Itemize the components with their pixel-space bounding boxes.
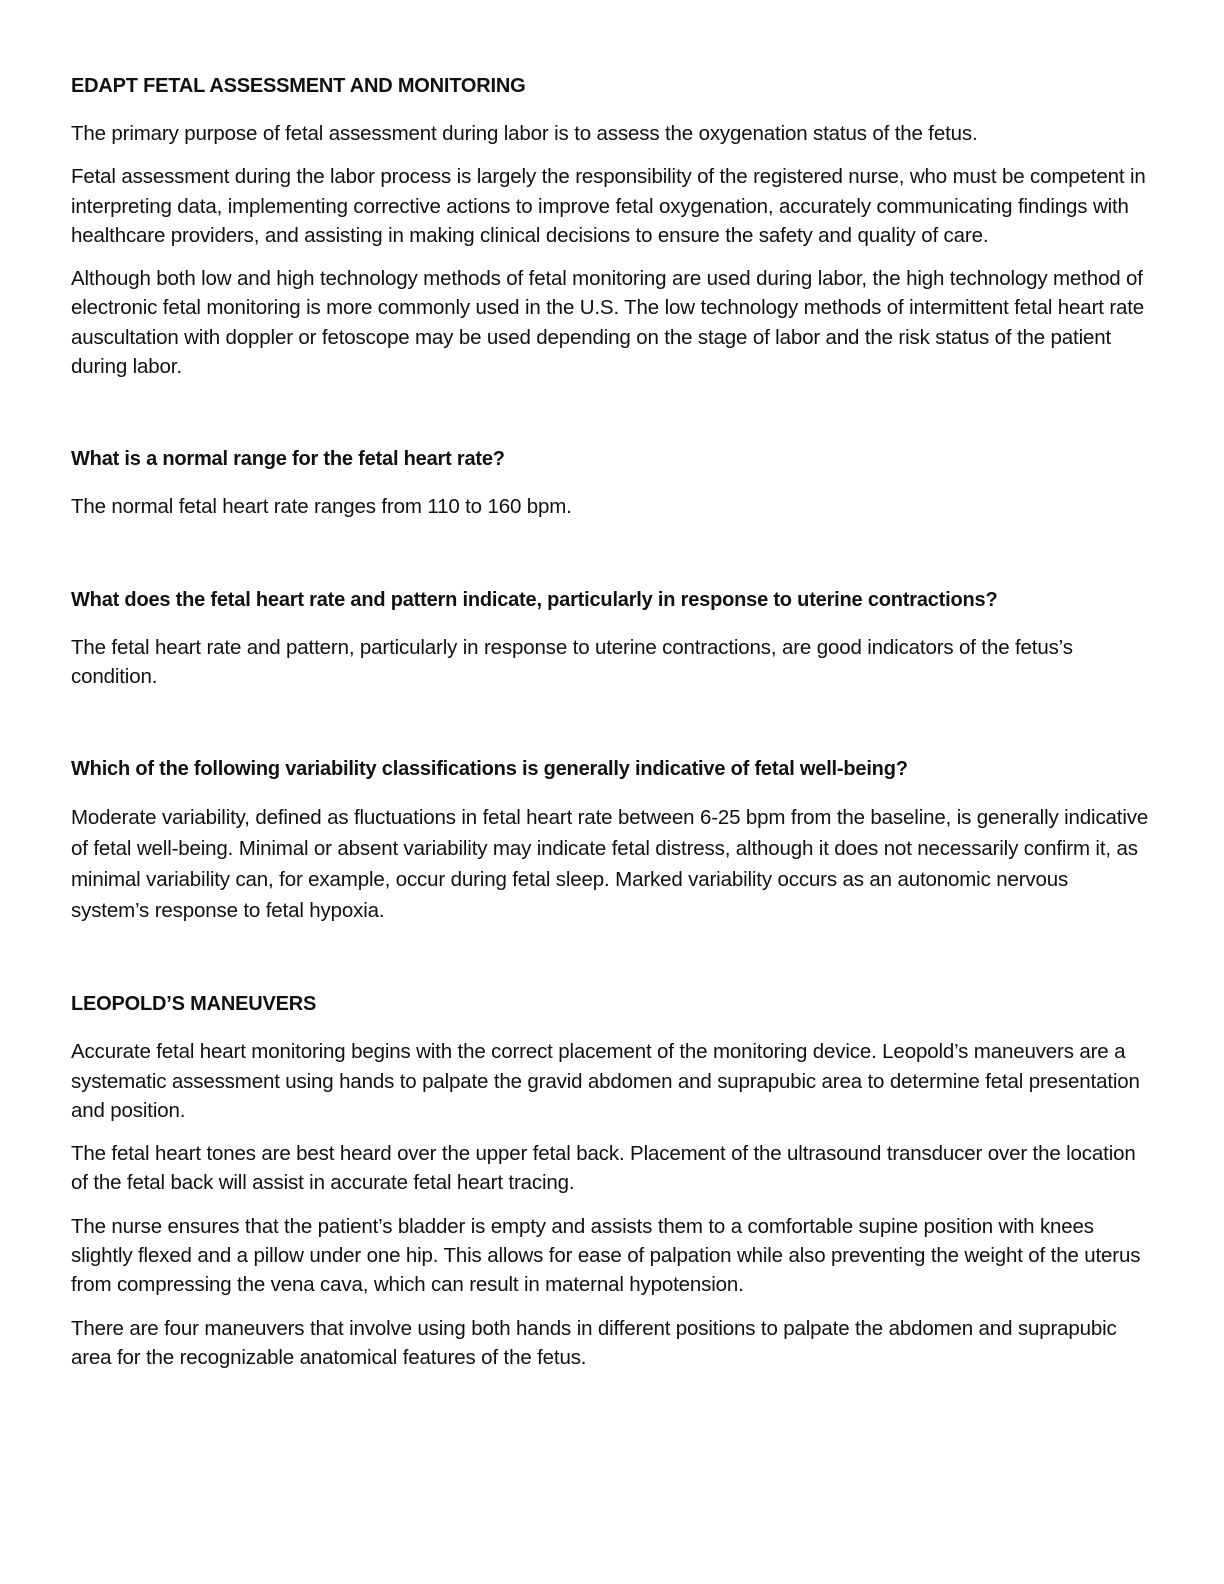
section-heading: LEOPOLD’S MANEUVERS <box>71 993 317 1016</box>
question-heading: What does the fetal heart rate and pattern indicate, particularly in response to uterine contractions? <box>71 588 998 611</box>
spacer <box>71 395 1151 445</box>
spacer <box>71 536 1151 586</box>
paragraph: Accurate fetal heart monitoring begins with the correct placement of the monitoring device. Leopold’s maneuvers are a systematic assessment using hands to palpate the gravid abdomen and suprapubic area to determine fetal presentation and position. <box>71 1040 1140 1122</box>
paragraph: Fetal assessment during the labor process is largely the responsibility of the registered nurse, who must be competent in interpreting data, implementing corrective actions to improve fetal oxygenation, accurately communicating findings with healthcare providers, and assisting in making clinical decisions to ensure the safety and quality of care. <box>71 165 1146 247</box>
paragraph: Moderate variability, defined as fluctuations in fetal heart rate between 6-25 bpm from the baseline, is generally indicative of fetal well-being. Minimal or absent variability may indicate fetal distress, although it does not necessarily confirm it, as minimal variability can, for example, occur during fetal sleep. Marked variability occurs as an autonomic nervous system’s response to fetal hypoxia. <box>71 806 1149 923</box>
paragraph: The normal fetal heart rate ranges from 110 to 160 bpm. <box>71 495 572 519</box>
question-heading: What is a normal range for the fetal heart rate? <box>71 448 505 471</box>
document-page <box>71 72 1151 1386</box>
section-heart-rate-pattern <box>71 586 1151 692</box>
paragraph: The nurse ensures that the patient’s bladder is empty and assists them to a comfortable supine position with knees slightly flexed and a pillow under one hip. This allows for ease of palpation while also preventing the weight of the uterus from compressing the vena cava, which can result in maternal hypotension. <box>71 1214 1141 1297</box>
paragraph: Although both low and high technology methods of fetal monitoring are used during labor, the high technology method of electronic fetal monitoring is more commonly used in the U.S. The low technology methods of intermittent fetal heart rate auscultation with doppler or fetoscope may be used depending on the stage of labor and the risk status of the patient during labor. <box>71 267 1145 379</box>
section-normal-range <box>71 445 1151 521</box>
section-heading: EDAPT FETAL ASSESSMENT AND MONITORING <box>71 75 526 97</box>
paragraph: The primary purpose of fetal assessment during labor is to assess the oxygenation status of the fetus. <box>71 122 978 145</box>
section-leopolds-maneuvers <box>71 990 1151 1372</box>
question-heading: Which of the following variability classifications is generally indicative of fetal well-being? <box>71 758 908 781</box>
paragraph: There are four maneuvers that involve using both hands in different positions to palpate the abdomen and suprapubic area for the recognizable anatomical features of the fetus. <box>71 1316 1117 1369</box>
paragraph: The fetal heart tones are best heard over the upper fetal back. Placement of the ultrasound transducer over the location of the fetal back will assist in accurate fetal heart tracing. <box>71 1142 1136 1195</box>
spacer <box>71 940 1151 990</box>
section-fetal-assessment <box>71 72 1151 381</box>
section-variability <box>71 755 1151 926</box>
paragraph: The fetal heart rate and pattern, particularly in response to uterine contractions, are good indicators of the fetus’s condition. <box>71 635 1073 688</box>
spacer <box>71 705 1151 755</box>
